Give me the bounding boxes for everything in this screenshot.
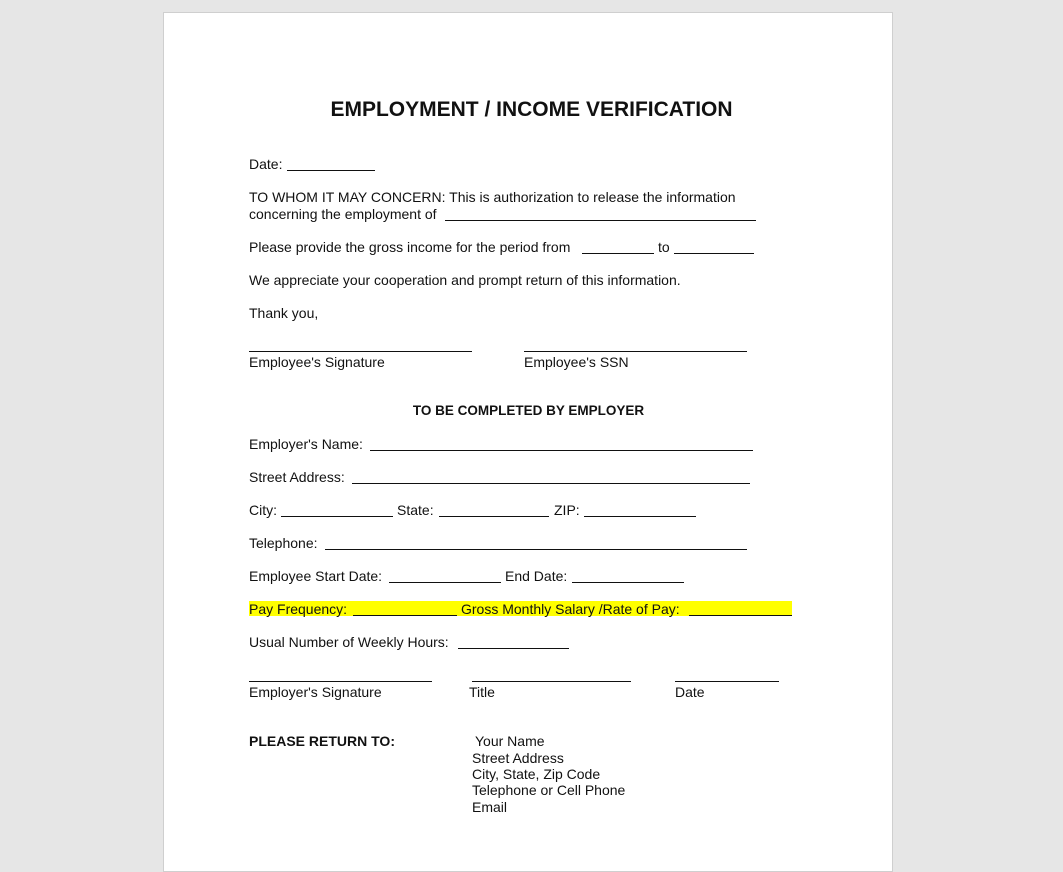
telephone-label: Telephone: <box>249 535 318 551</box>
pay-frequency-blank[interactable] <box>353 615 457 616</box>
state-blank[interactable] <box>439 516 549 517</box>
zip-label: ZIP: <box>554 502 580 518</box>
title-label: Title <box>469 684 495 700</box>
pay-frequency-label: Pay Frequency: <box>249 601 348 617</box>
return-name: Your Name <box>475 733 545 749</box>
date-line[interactable] <box>675 681 779 682</box>
end-date-label: End Date: <box>505 568 568 584</box>
state-label: State: <box>397 502 434 518</box>
street-address-label: Street Address: <box>249 469 345 485</box>
period-to-blank[interactable] <box>674 253 754 254</box>
date-blank[interactable] <box>287 170 375 171</box>
weekly-hours-blank[interactable] <box>458 648 569 649</box>
city-blank[interactable] <box>281 516 393 517</box>
date-sign-label: Date <box>675 684 705 700</box>
gross-salary-label: Gross Monthly Salary /Rate of Pay: <box>461 601 680 617</box>
intro-line-2: concerning the employment of <box>249 206 437 222</box>
return-phone: Telephone or Cell Phone <box>472 782 626 798</box>
zip-blank[interactable] <box>584 516 696 517</box>
employee-ssn-line[interactable] <box>524 351 747 352</box>
thank-you-text: Thank you, <box>249 305 319 321</box>
employer-signature-label: Employer's Signature <box>249 684 382 700</box>
start-date-label: Employee Start Date: <box>249 568 383 584</box>
gross-salary-blank[interactable] <box>689 615 792 616</box>
date-label: Date: <box>249 156 283 172</box>
intro-line-1: TO WHOM IT MAY CONCERN: This is authorization to release the information <box>249 189 736 205</box>
appreciate-text: We appreciate your cooperation and prompt return of this information. <box>249 272 681 288</box>
weekly-hours-label: Usual Number of Weekly Hours: <box>249 634 449 650</box>
employer-section-heading: TO BE COMPLETED BY EMPLOYER <box>412 403 645 418</box>
start-date-blank[interactable] <box>389 582 501 583</box>
employer-name-label: Employer's Name: <box>249 436 363 452</box>
employee-signature-line[interactable] <box>249 351 472 352</box>
employee-name-blank[interactable] <box>445 220 756 221</box>
employer-signature-line[interactable] <box>249 681 432 682</box>
street-address-blank[interactable] <box>352 483 750 484</box>
employee-ssn-label: Employee's SSN <box>524 354 629 370</box>
end-date-blank[interactable] <box>572 582 684 583</box>
employer-name-blank[interactable] <box>370 450 753 451</box>
employee-signature-label: Employee's Signature <box>249 354 385 370</box>
period-to-label: to <box>658 239 670 255</box>
city-label: City: <box>249 502 277 518</box>
return-street: Street Address <box>472 750 564 766</box>
return-city: City, State, Zip Code <box>472 766 601 782</box>
title-line[interactable] <box>472 681 631 682</box>
document-title: EMPLOYMENT / INCOME VERIFICATION <box>330 98 733 121</box>
return-to-label: PLEASE RETURN TO: <box>249 733 395 749</box>
period-from-blank[interactable] <box>582 253 654 254</box>
return-email: Email <box>472 799 508 815</box>
period-label: Please provide the gross income for the period from <box>249 239 571 255</box>
telephone-blank[interactable] <box>325 549 747 550</box>
